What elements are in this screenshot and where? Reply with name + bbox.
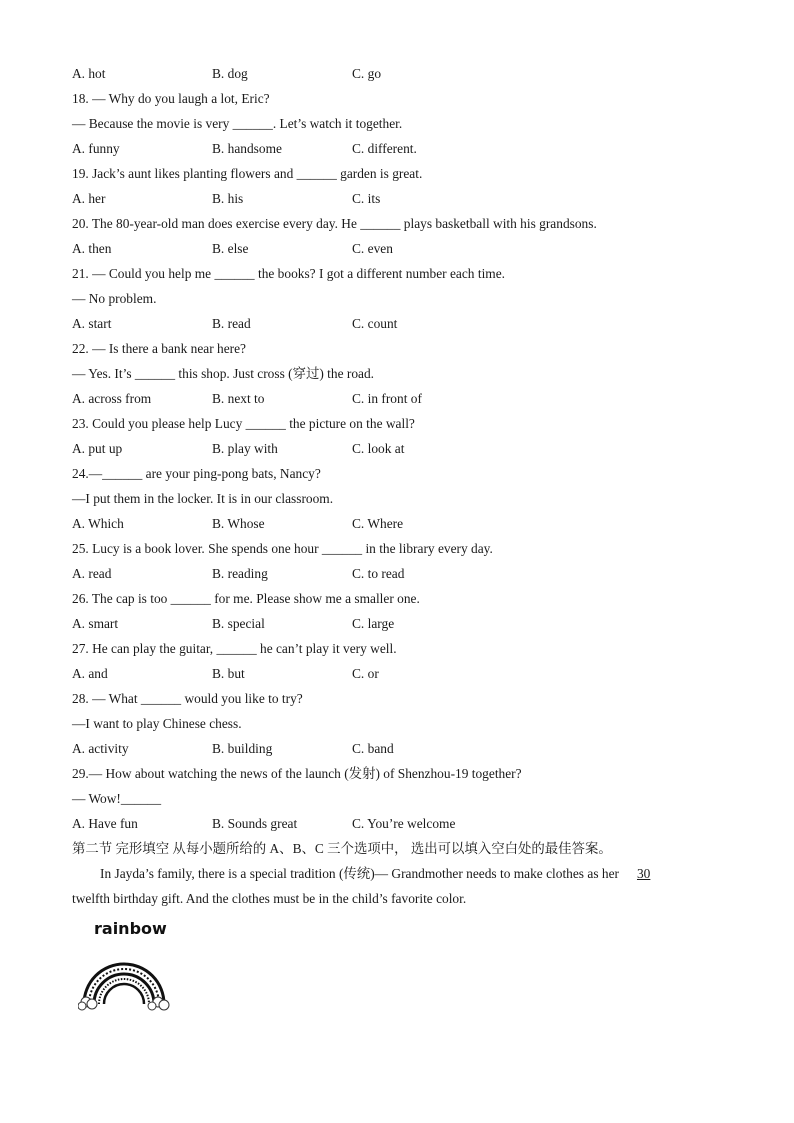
question-text: 21. — Could you help me ______ the books? I got a different number each time. — [72, 266, 505, 281]
option-c: C. in front of — [352, 391, 422, 406]
option-a: A. read — [72, 566, 112, 581]
option-b: B. handsome — [212, 141, 282, 156]
option-c: C. look at — [352, 441, 405, 456]
option-c: C. even — [352, 241, 393, 256]
option-c: C. count — [352, 316, 398, 331]
option-a: A. then — [72, 241, 112, 256]
option-c: C. or — [352, 666, 379, 681]
option-a: A. funny — [72, 141, 120, 156]
question-text: —I put them in the locker. It is in our classroom. — [72, 491, 334, 506]
question-text: 24.—______ are your ping-pong bats, Nancy? — [72, 466, 321, 481]
option-a: A. Have fun — [72, 816, 138, 831]
question-text: 18. — Why do you laugh a lot, Eric? — [72, 91, 270, 106]
option-a: A. across from — [72, 391, 152, 406]
option-a: A. put up — [72, 441, 123, 456]
question-text: 29.— How about watching the news of the launch (发射) of Shenzhou-19 together? — [72, 766, 522, 781]
option-c: C. to read — [352, 566, 405, 581]
passage-line-1 — [100, 866, 664, 882]
option-a: A. and — [72, 666, 108, 681]
question-text: 25. Lucy is a book lover. She spends one hour ______ in the library every day. — [72, 541, 493, 556]
option-b: B. play with — [212, 441, 278, 456]
option-b: B. reading — [212, 566, 268, 581]
rainbow-illustration — [78, 918, 170, 1018]
question-text: 23. Could you please help Lucy ______ the picture on the wall? — [72, 416, 415, 431]
question-text: 20. The 80-year-old man does exercise every day. He ______ plays basketball with his grandsons. — [72, 216, 597, 231]
option-b: B. special — [212, 616, 265, 631]
question-text: — No problem. — [72, 291, 157, 306]
passage-text-1: In Jayda’s family, there is a special tradition (传统)— Grandmother needs to make clothes as her — [100, 866, 619, 881]
question-text: 27. He can play the guitar, ______ he can’t play it very well. — [72, 641, 397, 656]
option-c: C. its — [352, 191, 381, 206]
question-text: — Wow!______ — [72, 791, 162, 806]
option-b: B. his — [212, 191, 244, 206]
option-c: C. You’re welcome — [352, 816, 456, 831]
option-a: A. Which — [72, 516, 124, 531]
option-b: B. dog — [212, 66, 248, 81]
option-a: A. hot — [72, 66, 106, 81]
passage-line-2: twelfth birthday gift. And the clothes must be in the child’s favorite color. — [72, 891, 467, 906]
question-text: 28. — What ______ would you like to try? — [72, 691, 303, 706]
option-a: A. activity — [72, 741, 129, 756]
option-b: B. read — [212, 316, 251, 331]
question-text: 第二节 完形填空 从每小题所给的 A、B、C 三个选项中， 选出可以填入空白处的最佳答案。 — [72, 841, 612, 856]
option-a: A. smart — [72, 616, 119, 631]
question-text: 19. Jack’s aunt likes planting flowers and ______ garden is great. — [72, 166, 423, 181]
question-text: 22. — Is there a bank near here? — [72, 341, 246, 356]
rainbow-caption: rainbow — [94, 919, 167, 938]
option-b: B. Whose — [212, 516, 265, 531]
question-text: —I want to play Chinese chess. — [72, 716, 242, 731]
option-c: C. go — [352, 66, 382, 81]
option-c: C. different. — [352, 141, 417, 156]
question-text: 26. The cap is too ______ for me. Please show me a smaller one. — [72, 591, 420, 606]
option-c: C. Where — [352, 516, 404, 531]
option-a: A. start — [72, 316, 112, 331]
option-b: B. next to — [212, 391, 265, 406]
option-b: B. building — [212, 741, 273, 756]
option-a: A. her — [72, 191, 106, 206]
question-text: — Yes. It’s ______ this shop. Just cross (穿过) the road. — [72, 366, 375, 381]
blank-30: 30 — [636, 866, 651, 881]
option-c: C. band — [352, 741, 394, 756]
option-b: B. but — [212, 666, 245, 681]
option-c: C. large — [352, 616, 395, 631]
question-text: — Because the movie is very ______. Let’s watch it together. — [72, 116, 403, 131]
option-b: B. else — [212, 241, 249, 256]
option-b: B. Sounds great — [212, 816, 298, 831]
